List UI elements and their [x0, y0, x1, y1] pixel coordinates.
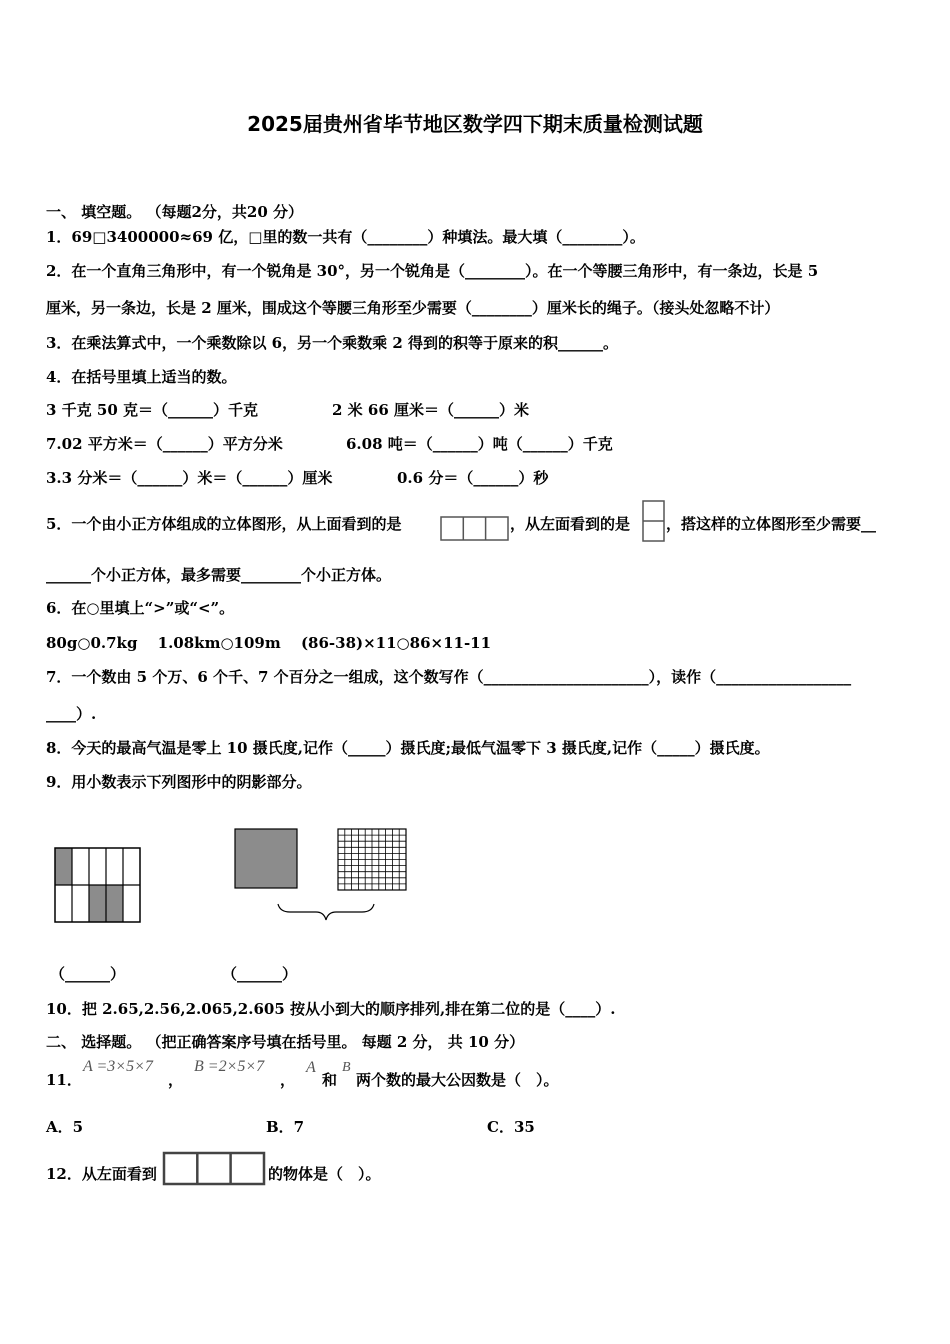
- question-1: 1．69□3400000≈69 亿，□里的数一共有（________）种填法。最大填（________）。: [46, 228, 645, 246]
- question-11-text: 两个数的最大公因数是（ ）。: [356, 1071, 559, 1089]
- question-10: 10．把 2.65,2.56,2.065,2.605 按从小到大的顺序排列,排在第二位的是（____）.: [46, 1000, 616, 1018]
- q4-item-5: 3.3 分米＝（______）米＝（______）厘米: [46, 469, 333, 487]
- question-5-part-3: ，搭这样的立体图形至少需要__: [666, 515, 877, 533]
- top-view-figure: [440, 516, 510, 542]
- expression-b: B =2×5×7: [194, 1058, 265, 1075]
- question-6-expressions: 80g○0.7kg 1.08km○109m (86-38)×11○86×11-11: [46, 634, 492, 652]
- question-12-part-2: 的物体是（ ）。: [268, 1165, 381, 1183]
- question-5-part-1: 5．一个由小正方体组成的立体图形，从上面看到的是: [46, 515, 402, 533]
- question-4: 4．在括号里填上适当的数。: [46, 368, 237, 386]
- q4-item-1: 3 千克 50 克＝（______）千克: [46, 401, 258, 419]
- q4-item-4: 6.08 吨＝（______）吨（______）千克: [346, 435, 613, 453]
- fraction-grid-figure: [54, 847, 142, 924]
- option-a[interactable]: A．5: [46, 1118, 84, 1136]
- question-7-line-1: 7．一个数由 5 个万、6 个千、7 个百分之一组成，这个数写作（______________________），读作（__________________: [46, 668, 852, 686]
- question-2-line-2: 厘米，另一条边，长是 2 厘米，围成这个等腰三角形至少需要（________）厘米长的绳子。（接头处忽略不计）: [46, 299, 780, 317]
- option-c[interactable]: C．35: [487, 1118, 535, 1136]
- question-9: 9．用小数表示下列图形中的阴影部分。: [46, 773, 312, 791]
- and-word: 和: [322, 1071, 338, 1089]
- question-3: 3．在乘法算式中，一个乘数除以 6，另一个乘数乘 2 得到的积等于原来的积______。: [46, 334, 618, 352]
- comma-1: ，: [168, 1071, 184, 1089]
- question-7-line-2: ____）.: [46, 705, 97, 723]
- option-b[interactable]: B．7: [266, 1118, 305, 1136]
- section-1-heading: 一、 填空题。 （每题2分，共20 分）: [46, 203, 303, 221]
- variable-a: A: [306, 1059, 316, 1076]
- hundred-grid-figure: [337, 828, 407, 892]
- brace-symbol: [276, 900, 376, 922]
- expression-a: A =3×5×7: [83, 1058, 153, 1075]
- section-2-heading: 二、 选择题。 （把正确答案序号填在括号里。 每题 2 分， 共 10 分）: [46, 1033, 525, 1051]
- question-5-part-2: ，从左面看到的是: [510, 515, 631, 533]
- shaded-square-figure: [234, 828, 298, 890]
- q9-answer-1: （______）: [50, 965, 126, 983]
- question-5-part-4: ______个小正方体，最多需要________个小正方体。: [46, 566, 392, 584]
- left-view-figure: [642, 500, 666, 544]
- question-2-line-1: 2．在一个直角三角形中，有一个锐角是 30°，另一个锐角是（________）。在一个等腰三角形中，有一条边，长是 5: [46, 262, 819, 280]
- question-6: 6．在○里填上“>”或“<”。: [46, 599, 235, 617]
- question-11-number: 11．: [46, 1071, 82, 1089]
- q4-item-6: 0.6 分＝（______）秒: [397, 469, 549, 487]
- q9-answer-2: （______）: [222, 965, 298, 983]
- comma-2: ，: [280, 1071, 296, 1089]
- page-title: 2025届贵州省毕节地区数学四下期末质量检测试题: [247, 112, 703, 136]
- q4-item-3: 7.02 平方米＝（______）平方分米: [46, 435, 283, 453]
- variable-b: B: [342, 1060, 351, 1075]
- question-12-part-1: 12．从左面看到: [46, 1165, 157, 1183]
- left-view-three-squares-figure: [162, 1151, 266, 1187]
- question-8: 8．今天的最高气温是零上 10 摄氏度,记作（_____）摄氏度;最低气温零下 3 摄氏度,记作（_____）摄氏度。: [46, 739, 770, 757]
- q4-item-2: 2 米 66 厘米＝（______）米: [332, 401, 529, 419]
